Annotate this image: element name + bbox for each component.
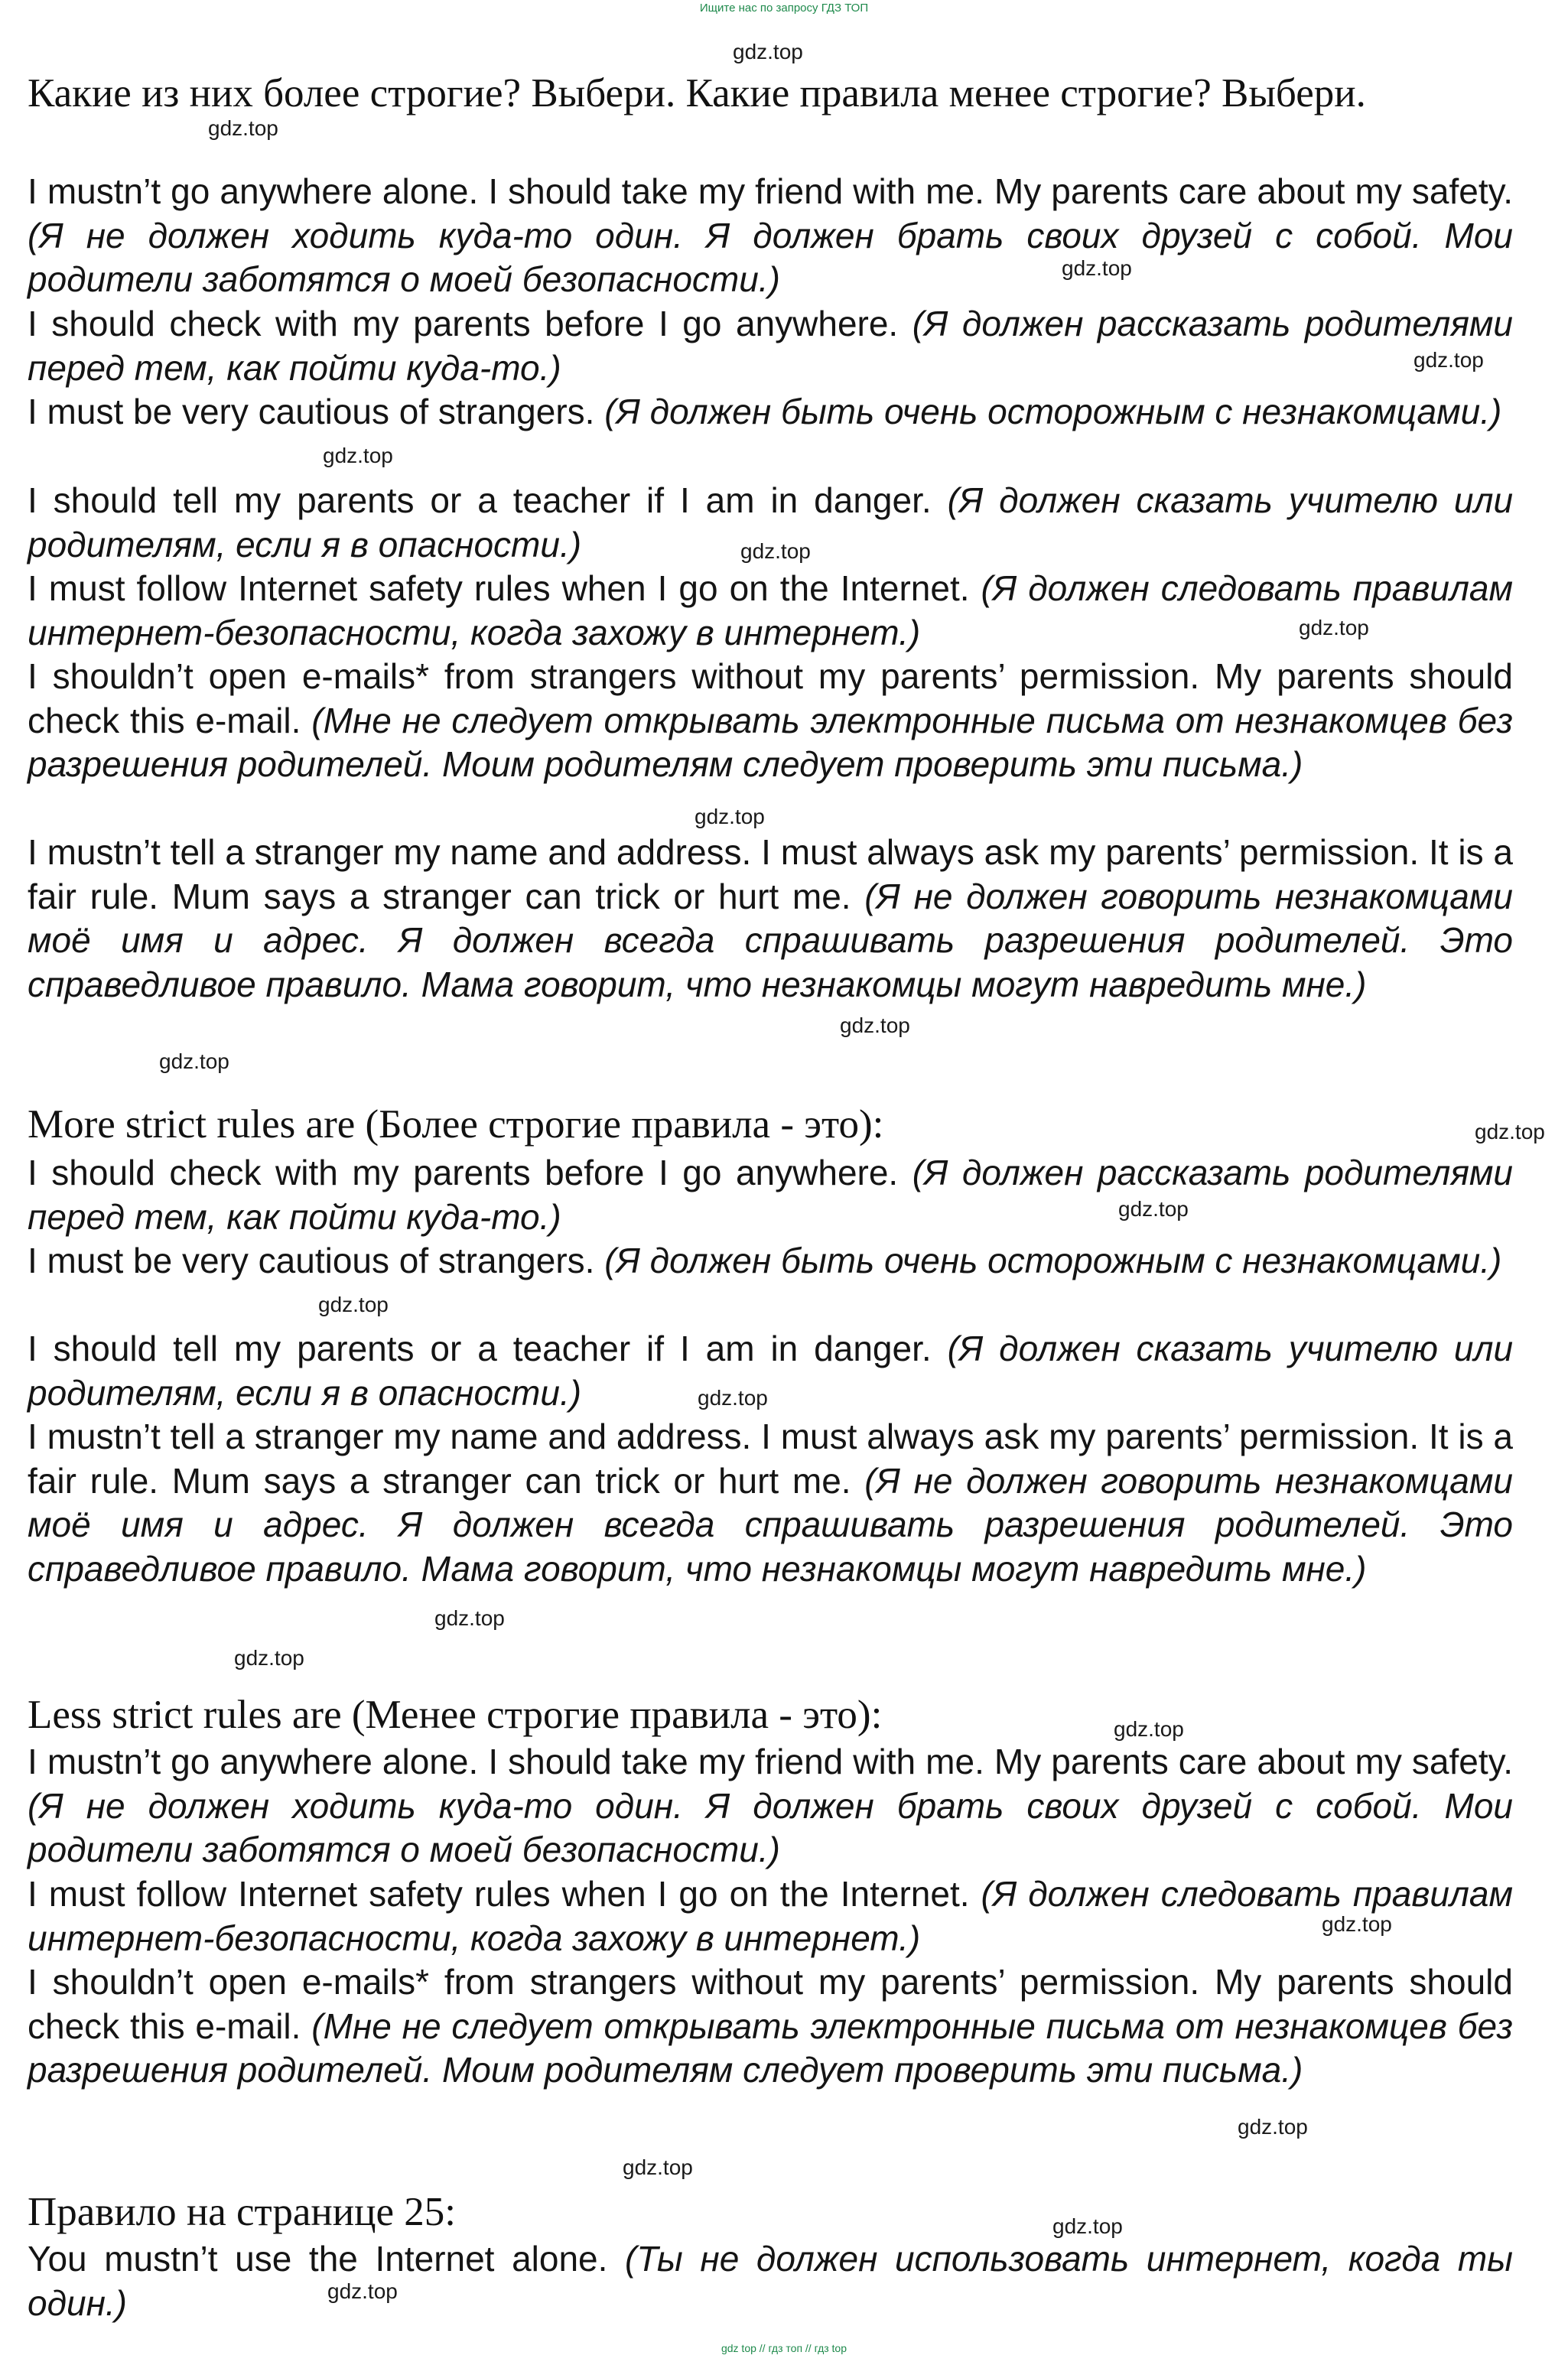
rule-paragraph [28,831,1513,1007]
rule-paragraph [28,1239,1513,1283]
watermark: gdz.top [623,2155,693,2179]
watermark: gdz.top [159,1049,229,1073]
rule-paragraph [28,1415,1513,1591]
rule-translation: (Я не должен ходить куда-то один. Я должен брать своих друзей с собой. Мои родители заботятся о моей безопасности.) [28,1785,1513,1869]
watermark: gdz.top [234,1646,304,1670]
rule-translation: (Я должен рассказать родителями перед тем, как пойти куда-то.) [28,1153,1514,1237]
rule-english: I mustn’t tell a stranger my name and address. I must always ask my parents’ permission. It is a fair rule. Mum says a stranger can trick or hurt me. [28,832,1513,916]
rule-translation: (Я должен сказать учителю или родителям, если я в опасности.) [28,480,1514,564]
rule-english: I should check with my parents before I go anywhere. [28,304,899,343]
rule-translation: (Я не должен ходить куда-то один. Я должен брать своих друзей с собой. Мои родители заботятся о моей безопасности.) [28,215,1513,299]
rule-english: I must follow Internet safety rules when I go on the Internet. [28,1874,970,1914]
more-strict-heading: More strict rules are (Более строгие правила - это): [28,1102,884,1147]
watermark: gdz.top [1052,2214,1123,2238]
rule-translation: (Я должен следовать правилам интернет-безопасности, когда захожу в интернет.) [28,1874,1514,1958]
watermark: gdz.top [318,1293,389,1316]
rule-translation: (Мне не следует открывать электронные письма от незнакомцев без разрешения родителей. Моим родителям следует проверить эти письма.) [28,700,1514,784]
rule-translation: (Я должен рассказать родителями перед тем, как пойти куда-то.) [28,304,1514,388]
rule-english: I should tell my parents or a teacher if I am in danger. [28,1329,932,1368]
watermark: gdz.top [1299,616,1369,639]
watermark: gdz.top [1475,1120,1545,1143]
rule-translation: (Я должен быть очень осторожным с незнакомцами.) [604,392,1502,431]
watermark: gdz.top [840,1013,910,1037]
rule-paragraph [28,1151,1513,1239]
rule-paragraph [28,1740,1513,1872]
rule-translation: (Ты не должен использовать интернет, когда ты один.) [28,2239,1514,2323]
watermark: gdz.top [698,1386,768,1410]
rule-english: I mustn’t go anywhere alone. I should take my friend with me. My parents care about my safety. [28,171,1513,211]
rule-translation: (Я должен быть очень осторожным с незнакомцами.) [604,1241,1502,1280]
rule-translation: (Я не должен говорить незнакомцами моё имя и адрес. Я должен всегда спрашивать разрешения родителей. Это справедливое правило. Мама говорит, что незнакомцы могут навредить мне.) [28,1460,1513,1589]
rule-paragraph [28,1960,1513,2093]
rule-translation: (Я не должен говорить незнакомцами моё имя и адрес. Я должен всегда спрашивать разрешения родителей. Это справедливое правило. Мама говорит, что незнакомцы могут навредить мне.) [28,876,1513,1004]
watermark: gdz.top [1322,1912,1392,1936]
watermark: gdz.top [327,2279,398,2303]
watermark: gdz.top [1114,1717,1184,1741]
rule-english: I must follow Internet safety rules when I go on the Internet. [28,568,970,608]
rule-paragraph [28,170,1513,302]
watermark: gdz.top [434,1606,505,1630]
rule-translation: (Я должен следовать правилам интернет-безопасности, когда захожу в интернет.) [28,568,1514,652]
rule-paragraph [28,567,1513,655]
watermark: gdz.top [733,40,803,63]
watermark: gdz.top [740,539,811,563]
footer-note: gdz top // гдз топ // гдз top [721,2342,847,2354]
rule-paragraph [28,2237,1513,2325]
rule-english: I mustn’t go anywhere alone. I should take my friend with me. My parents care about my safety. [28,1742,1513,1781]
rule-english: I mustn’t tell a stranger my name and address. I must always ask my parents’ permission. It is a fair rule. Mum says a stranger can trick or hurt me. [28,1417,1513,1501]
rule-english: You mustn’t use the Internet alone. [28,2239,608,2279]
rule-english: I should check with my parents before I go anywhere. [28,1153,899,1192]
rule-paragraph [28,1327,1513,1415]
header-note: Ищите нас по запросу ГДЗ ТОП [699,2,869,15]
rule-translation: (Я должен сказать учителю или родителям, если я в опасности.) [28,1329,1514,1413]
rule-paragraph [28,1872,1513,1960]
watermark: gdz.top [1118,1197,1189,1221]
watermark: gdz.top [1238,2115,1308,2139]
rule-english: I should tell my parents or a teacher if I am in danger. [28,480,932,520]
watermark: gdz.top [695,805,765,828]
watermark: gdz.top [208,116,278,140]
watermark: gdz.top [1413,348,1484,372]
rule-english: I shouldn’t open e-mails* from strangers without my parents’ permission. My parents should check this e-mail. [28,1962,1513,2046]
rule-translation: (Мне не следует открывать электронные письма от незнакомцев без разрешения родителей. Моим родителям следует проверить эти письма.) [28,2006,1514,2090]
rule-english: I must be very cautious of strangers. [28,392,595,431]
rule-paragraph [28,302,1513,390]
rule-english: I must be very cautious of strangers. [28,1241,595,1280]
rule-paragraph [28,390,1513,434]
less-strict-heading: Less strict rules are (Менее строгие правила - это): [28,1693,883,1737]
watermark: gdz.top [1062,256,1132,280]
question-heading: Какие из них более строгие? Выбери. Какие правила менее строгие? Выбери. [28,71,1366,115]
page-rule-heading: Правило на странице 25: [28,2190,456,2234]
rule-english: I shouldn’t open e-mails* from strangers without my parents’ permission. My parents should check this e-mail. [28,656,1513,740]
watermark: gdz.top [323,444,393,467]
rule-paragraph [28,655,1513,787]
